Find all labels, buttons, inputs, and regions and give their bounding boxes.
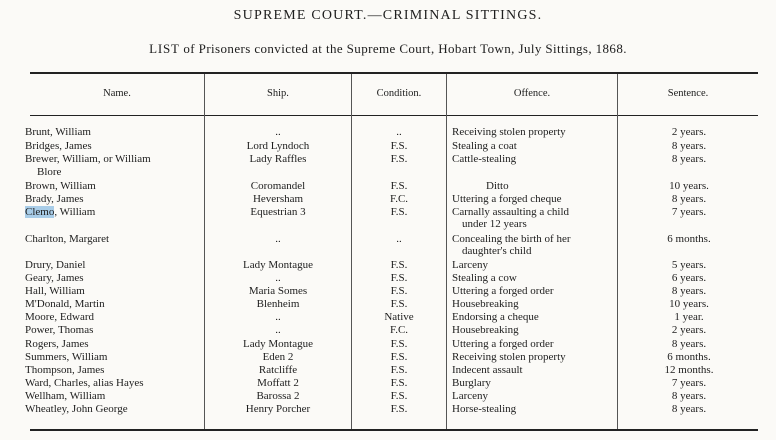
- sentence-cell: 10 years.: [669, 298, 709, 310]
- ship-cell: ..: [275, 311, 281, 323]
- header-rule: [30, 115, 758, 116]
- condition-cell: F.S.: [390, 140, 408, 152]
- ship-cell: ..: [275, 233, 281, 245]
- condition-cell: F.S.: [390, 377, 408, 389]
- sentence-cell: 8 years.: [671, 338, 707, 350]
- column-header-offence: Offence.: [513, 88, 551, 99]
- offence-cell: Stealing a cow: [452, 272, 517, 284]
- ship-cell: Lord Lyndoch: [246, 140, 310, 152]
- condition-cell: F.C.: [389, 193, 409, 205]
- condition-cell: F.S.: [390, 206, 408, 218]
- offence-cell: Carnally assaulting a child: [452, 206, 569, 218]
- prisoner-name: Wellham, William: [25, 390, 106, 402]
- ship-cell: ..: [275, 324, 281, 336]
- condition-cell: F.S.: [390, 298, 408, 310]
- ship-cell: ..: [275, 272, 281, 284]
- sentence-cell: 10 years.: [669, 180, 709, 192]
- condition-cell: F.S.: [390, 364, 408, 376]
- column-header-ship: Ship.: [267, 88, 289, 99]
- prisoner-name: Power, Thomas: [25, 324, 94, 336]
- prisoner-name: Brady, James: [25, 193, 84, 205]
- offence-cell: Uttering a forged order: [452, 285, 554, 297]
- sentence-cell: 2 years.: [671, 324, 707, 336]
- ship-cell: Henry Porcher: [245, 403, 311, 415]
- prisoner-name: Geary, James: [25, 272, 84, 284]
- offence-cell: Burglary: [452, 377, 491, 389]
- offence-cell: Larceny: [452, 259, 489, 271]
- sentence-cell: 6 months.: [667, 351, 711, 363]
- page-subtitle: [0, 41, 776, 57]
- condition-cell: F.S.: [390, 153, 408, 165]
- prisoner-name: M'Donald, Martin: [25, 298, 105, 310]
- offence-cell: Receiving stolen property: [452, 351, 566, 363]
- ship-cell: Blenheim: [256, 298, 300, 310]
- offence-cell: Receiving stolen property: [452, 126, 566, 138]
- sentence-cell: 7 years.: [671, 377, 707, 389]
- ship-cell: Lady Raffles: [249, 153, 307, 165]
- prisoner-name: Brown, William: [25, 180, 96, 192]
- prisoner-name: Ward, Charles, alias Hayes: [25, 377, 144, 389]
- prisoner-name: Clemo, William: [25, 206, 96, 218]
- offence-cell: Larceny: [452, 390, 489, 402]
- prisoner-name: Hall, William: [25, 285, 85, 297]
- ship-cell: Moffatt 2: [257, 377, 299, 389]
- prisoner-name: Brunt, William: [25, 126, 91, 138]
- offence-cell: Horse-stealing: [452, 403, 517, 415]
- column-header-name: Name.: [103, 88, 131, 99]
- table-top-rule: [30, 72, 758, 74]
- column-divider: [617, 74, 618, 429]
- condition-cell: ..: [396, 233, 402, 245]
- prisoner-name-continued: Blore: [37, 166, 62, 178]
- prisoner-name: Rogers, James: [25, 338, 89, 350]
- sentence-cell: 6 years.: [671, 272, 707, 284]
- condition-cell: F.C.: [389, 324, 409, 336]
- prisoner-name: Charlton, Margaret: [25, 233, 110, 245]
- sentence-cell: 8 years.: [671, 390, 707, 402]
- ship-cell: Lady Montague: [243, 338, 313, 350]
- condition-cell: F.S.: [390, 180, 408, 192]
- offence-cell: Indecent assault: [452, 364, 523, 376]
- prisoner-name: Drury, Daniel: [25, 259, 86, 271]
- column-divider: [204, 74, 205, 429]
- offence-cell: Uttering a forged order: [452, 338, 554, 350]
- offence-cell: Housebreaking: [452, 298, 519, 310]
- ship-cell: Barossa 2: [256, 390, 300, 402]
- sentence-cell: 8 years.: [671, 285, 707, 297]
- sentence-cell: 8 years.: [671, 403, 707, 415]
- condition-cell: F.S.: [390, 285, 408, 297]
- ship-cell: Maria Somes: [248, 285, 308, 297]
- sentence-cell: 2 years.: [671, 126, 707, 138]
- prisoner-name: Brewer, William, or William: [25, 153, 151, 165]
- subtitle-text: of Prisoners convicted at the Supreme Court, Hobart Town, July Sittings, 1868.: [183, 41, 627, 56]
- condition-cell: Native: [384, 311, 414, 323]
- condition-cell: ..: [396, 126, 402, 138]
- condition-cell: F.S.: [390, 259, 408, 271]
- prisoner-name: Moore, Edward: [25, 311, 95, 323]
- offence-cell-continued: under 12 years: [462, 218, 527, 230]
- offence-cell: Cattle-stealing: [452, 153, 517, 165]
- condition-cell: F.S.: [390, 272, 408, 284]
- condition-cell: F.S.: [390, 390, 408, 402]
- prisoner-name: Summers, William: [25, 351, 108, 363]
- offence-cell: Concealing the birth of her: [452, 233, 571, 245]
- prisoner-name: Bridges, James: [25, 140, 92, 152]
- prisoner-name: Thompson, James: [25, 364, 105, 376]
- offence-cell-continued: daughter's child: [462, 245, 532, 257]
- offence-cell: Housebreaking: [452, 324, 519, 336]
- prisoner-name: Wheatley, John George: [25, 403, 128, 415]
- column-divider: [351, 74, 352, 429]
- page-title: SUPREME COURT.—CRIMINAL SITTINGS.: [233, 8, 543, 23]
- offence-cell: Ditto: [486, 180, 509, 192]
- highlighted-text: Clemo: [25, 206, 55, 218]
- subtitle-lead: LIST: [149, 41, 180, 56]
- sentence-cell: 8 years.: [671, 140, 707, 152]
- ship-cell: Heversham: [252, 193, 304, 205]
- column-header-sentence: Sentence.: [667, 88, 709, 99]
- sentence-cell: 12 months.: [664, 364, 714, 376]
- table-bottom-rule: [30, 429, 758, 431]
- ship-cell: Equestrian 3: [250, 206, 306, 218]
- column-divider: [446, 74, 447, 429]
- sentence-cell: 8 years.: [671, 193, 707, 205]
- ship-cell: Eden 2: [262, 351, 294, 363]
- condition-cell: F.S.: [390, 351, 408, 363]
- sentence-cell: 1 year.: [674, 311, 704, 323]
- sentence-cell: 6 months.: [667, 233, 711, 245]
- ship-cell: Ratcliffe: [258, 364, 298, 376]
- condition-cell: F.S.: [390, 403, 408, 415]
- sentence-cell: 7 years.: [671, 206, 707, 218]
- sentence-cell: 5 years.: [671, 259, 707, 271]
- ship-cell: ..: [275, 126, 281, 138]
- ship-cell: Coromandel: [250, 180, 306, 192]
- offence-cell: Uttering a forged cheque: [452, 193, 562, 205]
- column-header-condition: Condition.: [376, 88, 422, 99]
- condition-cell: F.S.: [390, 338, 408, 350]
- sentence-cell: 8 years.: [671, 153, 707, 165]
- ship-cell: Lady Montague: [243, 259, 313, 271]
- offence-cell: Endorsing a cheque: [452, 311, 539, 323]
- offence-cell: Stealing a coat: [452, 140, 517, 152]
